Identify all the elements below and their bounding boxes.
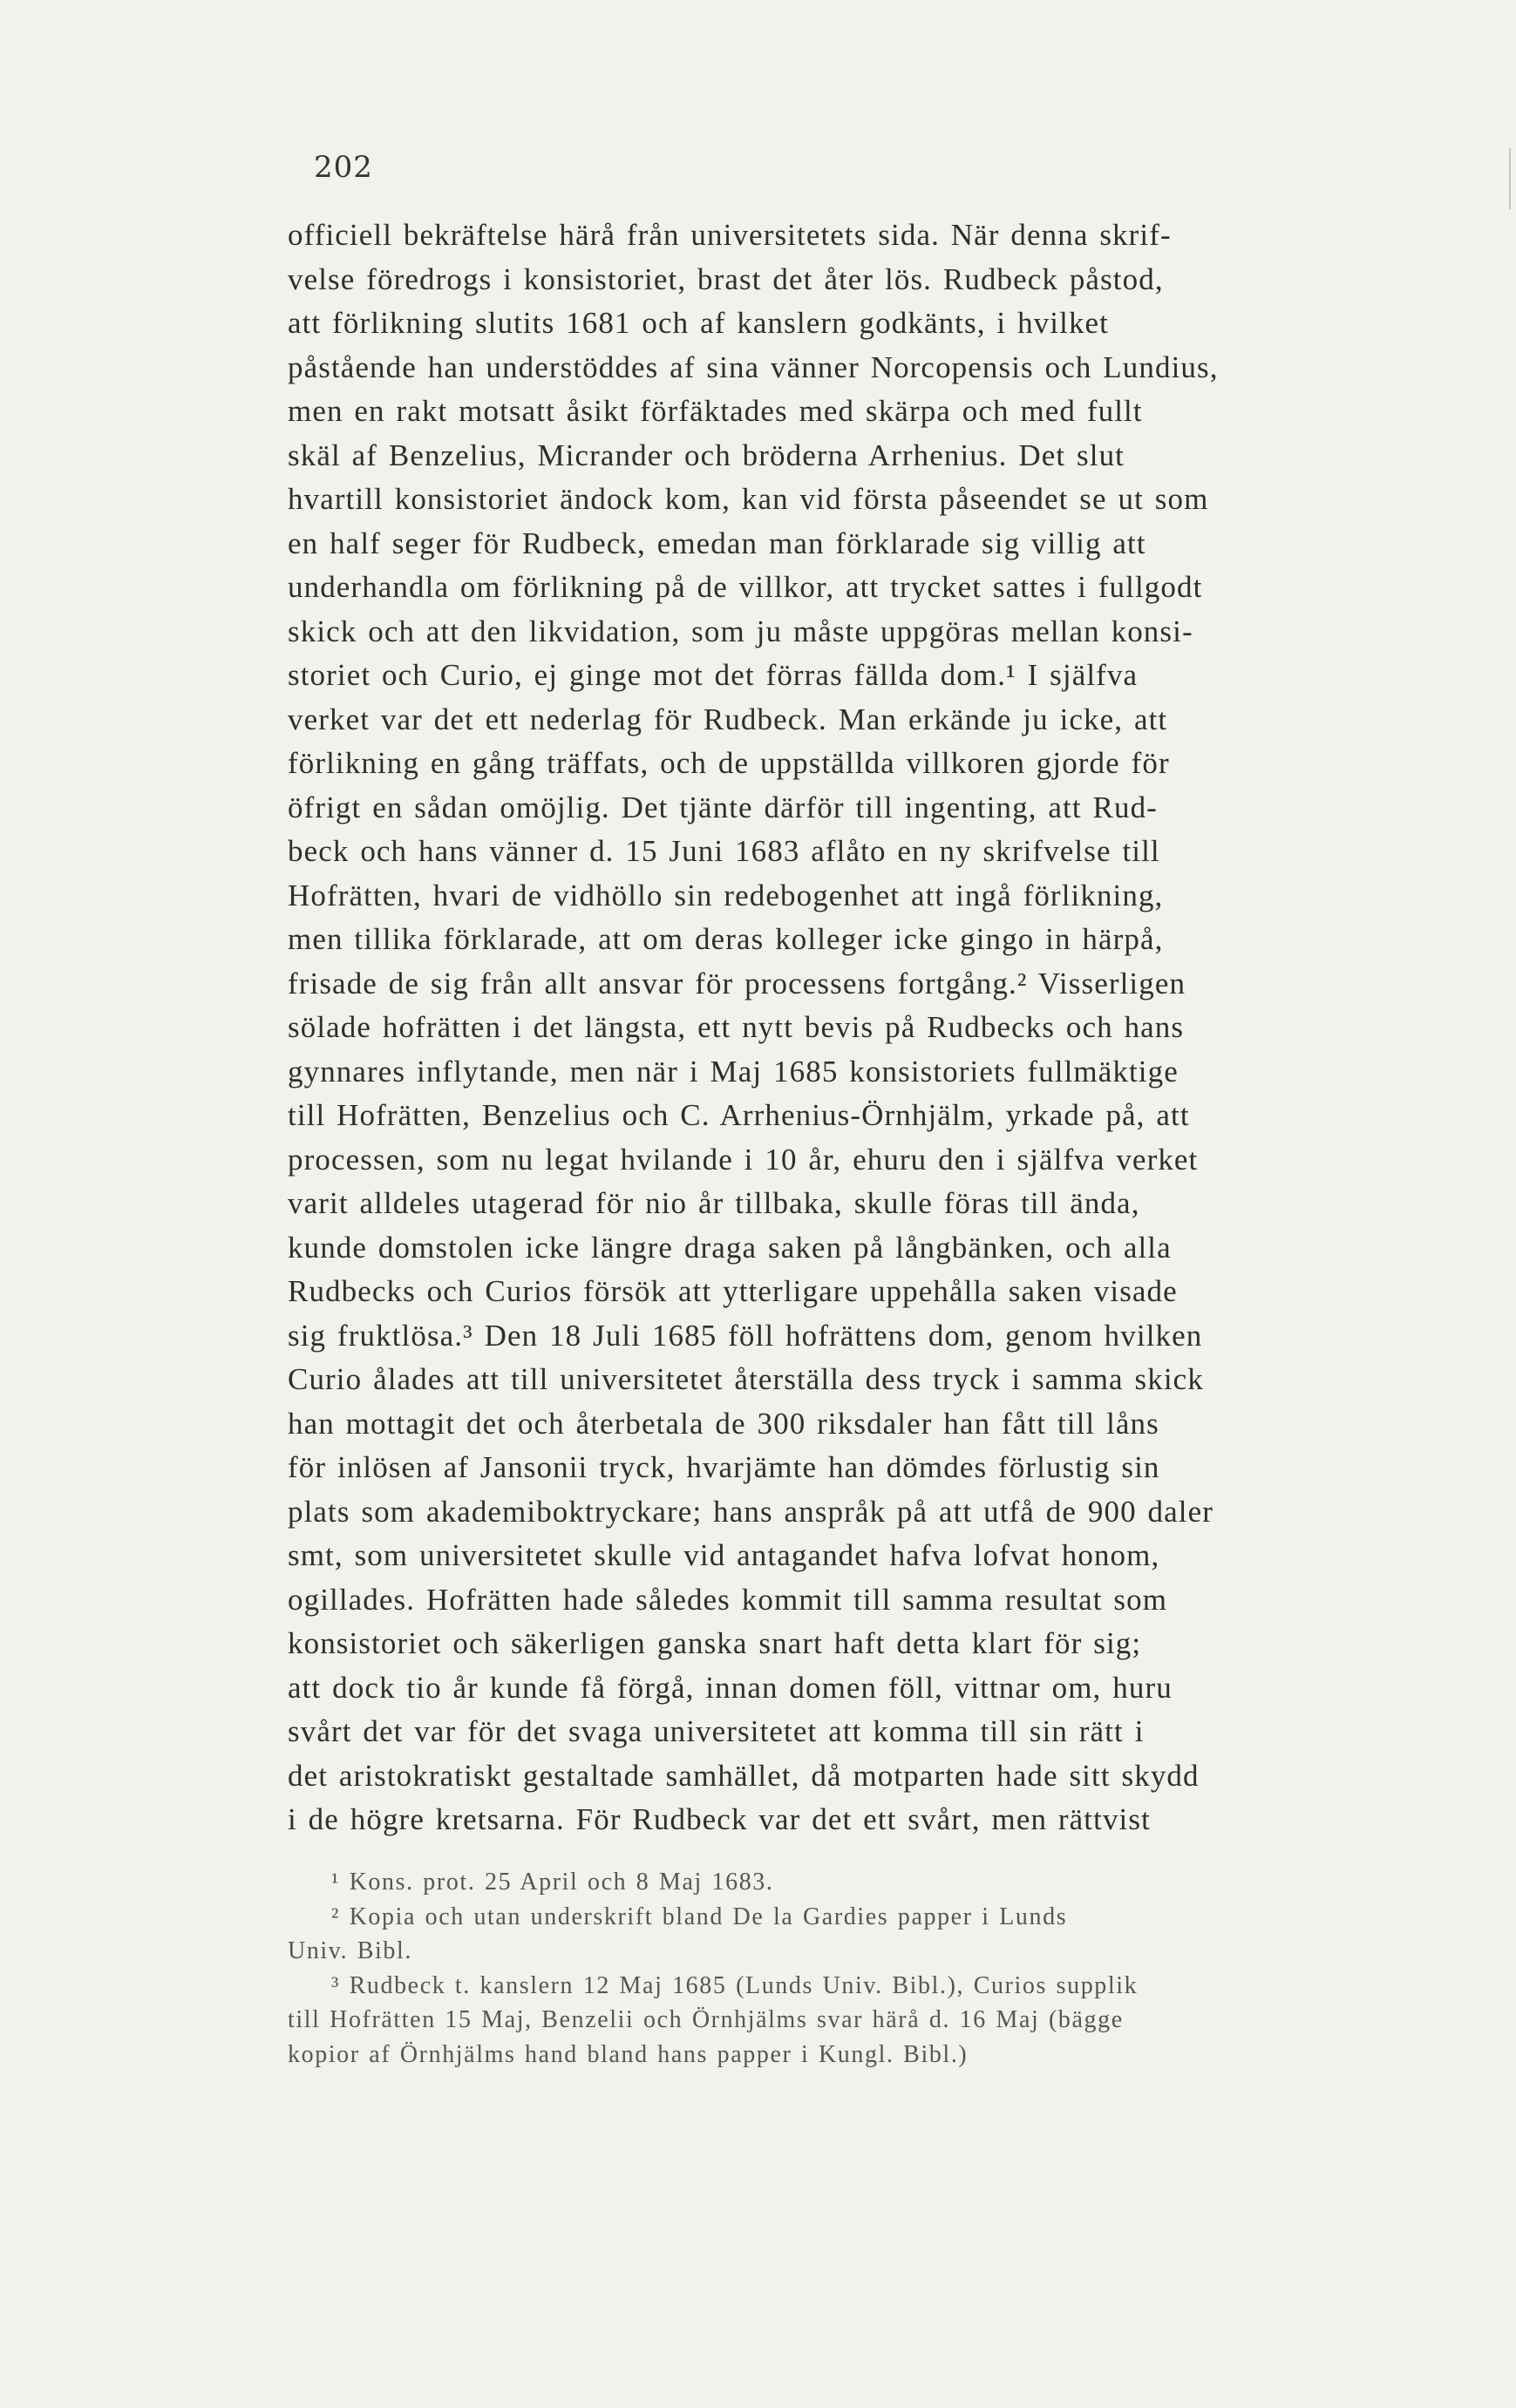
footnote-line: Univ. Bibl.	[288, 1937, 413, 1964]
body-line: till Hofrätten, Benzelius och C. Arrhenius-Örnhjälm, yrkade på, att	[288, 1098, 1190, 1132]
body-line: Curio ålades att till universitetet återställa dess tryck i samma skick	[288, 1362, 1204, 1396]
body-line: kunde domstolen icke längre draga saken på långbänken, och alla	[288, 1230, 1172, 1265]
body-line: att dock tio år kunde få förgå, innan domen föll, vittnar om, huru	[288, 1670, 1173, 1705]
body-line: plats som akademiboktryckare; hans anspråk på att utfå de 900 daler	[288, 1494, 1213, 1529]
body-line: frisade de sig från allt ansvar för processens fortgång.² Visserligen	[288, 966, 1186, 1001]
footnote-line: till Hofrätten 15 Maj, Benzelii och Örnhjälms svar härå d. 16 Maj (bägge	[288, 2006, 1124, 2033]
body-line: Rudbecks och Curios försök att ytterligare uppehålla saken visade	[288, 1274, 1178, 1308]
body-line: storiet och Curio, ej ginge mot det förras fällda dom.¹ I själfva	[288, 658, 1139, 692]
body-line: skäl af Benzelius, Micrander och bröderna Arrhenius. Det slut	[288, 438, 1125, 472]
page-number: 202	[314, 150, 373, 185]
body-line: för inlösen af Jansonii tryck, hvarjämte han dömdes förlustig sin	[288, 1450, 1160, 1484]
body-line: ogillades. Hofrätten hade således kommit till samma resultat som	[288, 1582, 1168, 1617]
footnote-line: kopior af Örnhjälms hand bland hans papper i Kungl. Bibl.)	[288, 2040, 969, 2068]
body-line: men tillika förklarade, att om deras kolleger icke gingo in härpå,	[288, 922, 1164, 956]
body-line: verket var det ett nederlag för Rudbeck. Man erkände ju icke, att	[288, 702, 1168, 736]
footnotes	[288, 1865, 1390, 2072]
body-line: svårt det var för det svaga universitetet att komma till sin rätt i	[288, 1714, 1145, 1748]
body-line: i de högre kretsarna. För Rudbeck var det ett svårt, men rättvist	[288, 1802, 1151, 1836]
body-text	[288, 214, 1390, 1842]
body-line: officiell bekräftelse härå från universitetets sida. När denna skrif-	[288, 218, 1172, 252]
body-line: varit alldeles utagerad för nio år tillbaka, skulle föras till ända,	[288, 1186, 1140, 1220]
body-line: gynnares inflytande, men när i Maj 1685 konsistoriets fullmäktige	[288, 1054, 1179, 1089]
body-line: han mottagit det och återbetala de 300 riksdaler han fått till låns	[288, 1406, 1159, 1441]
body-line: hvartill konsistoriet ändock kom, kan vid första påseendet se ut som	[288, 482, 1209, 516]
body-line: sölade hofrätten i det längsta, ett nytt bevis på Rudbecks och hans	[288, 1010, 1185, 1044]
footnote-line: ¹ Kons. prot. 25 April och 8 Maj 1683.	[331, 1869, 774, 1896]
body-line: konsistoriet och säkerligen ganska snart haft detta klart för sig;	[288, 1626, 1142, 1660]
body-line: det aristokratiskt gestaltade samhället, då motparten hade sitt skydd	[288, 1758, 1200, 1793]
body-line: öfrigt en sådan omöjlig. Det tjänte därför till ingenting, att Rud-	[288, 790, 1158, 824]
body-line: men en rakt motsatt åsikt förfäktades med skärpa och med fullt	[288, 394, 1143, 428]
body-line: att förlikning slutits 1681 och af kanslern godkänts, i hvilket	[288, 306, 1110, 340]
body-line: en half seger för Rudbeck, emedan man förklarade sig villig att	[288, 526, 1146, 560]
body-line: sig fruktlösa.³ Den 18 Juli 1685 föll hofrättens dom, genom hvilken	[288, 1318, 1203, 1353]
body-line: processen, som nu legat hvilande i 10 år, ehuru den i själfva verket	[288, 1142, 1199, 1177]
body-line: smt, som universitetet skulle vid antagandet hafva lofvat honom,	[288, 1538, 1160, 1572]
page-edge-mark	[1509, 148, 1511, 209]
body-line: Hofrätten, hvari de vidhöllo sin redebogenhet att ingå förlikning,	[288, 878, 1164, 912]
body-line: skick och att den likvidation, som ju måste uppgöras mellan konsi-	[288, 614, 1193, 648]
footnote-line: ² Kopia och utan underskrift bland De la Gardies papper i Lunds	[331, 1903, 1068, 1930]
body-line: påstående han understöddes af sina vänner Norcopensis och Lundius,	[288, 349, 1219, 384]
body-line: underhandla om förlikning på de villkor, att trycket sattes i fullgodt	[288, 570, 1203, 604]
body-line: beck och hans vänner d. 15 Juni 1683 aflåto en ny skrifvelse till	[288, 834, 1160, 868]
body-line: förlikning en gång träffats, och de uppställda villkoren gjorde för	[288, 746, 1170, 780]
footnote-line: ³ Rudbeck t. kanslern 12 Maj 1685 (Lunds Univ. Bibl.), Curios supplik	[331, 1971, 1139, 1999]
body-line: velse föredrogs i konsistoriet, brast det åter lös. Rudbeck påstod,	[288, 261, 1164, 296]
